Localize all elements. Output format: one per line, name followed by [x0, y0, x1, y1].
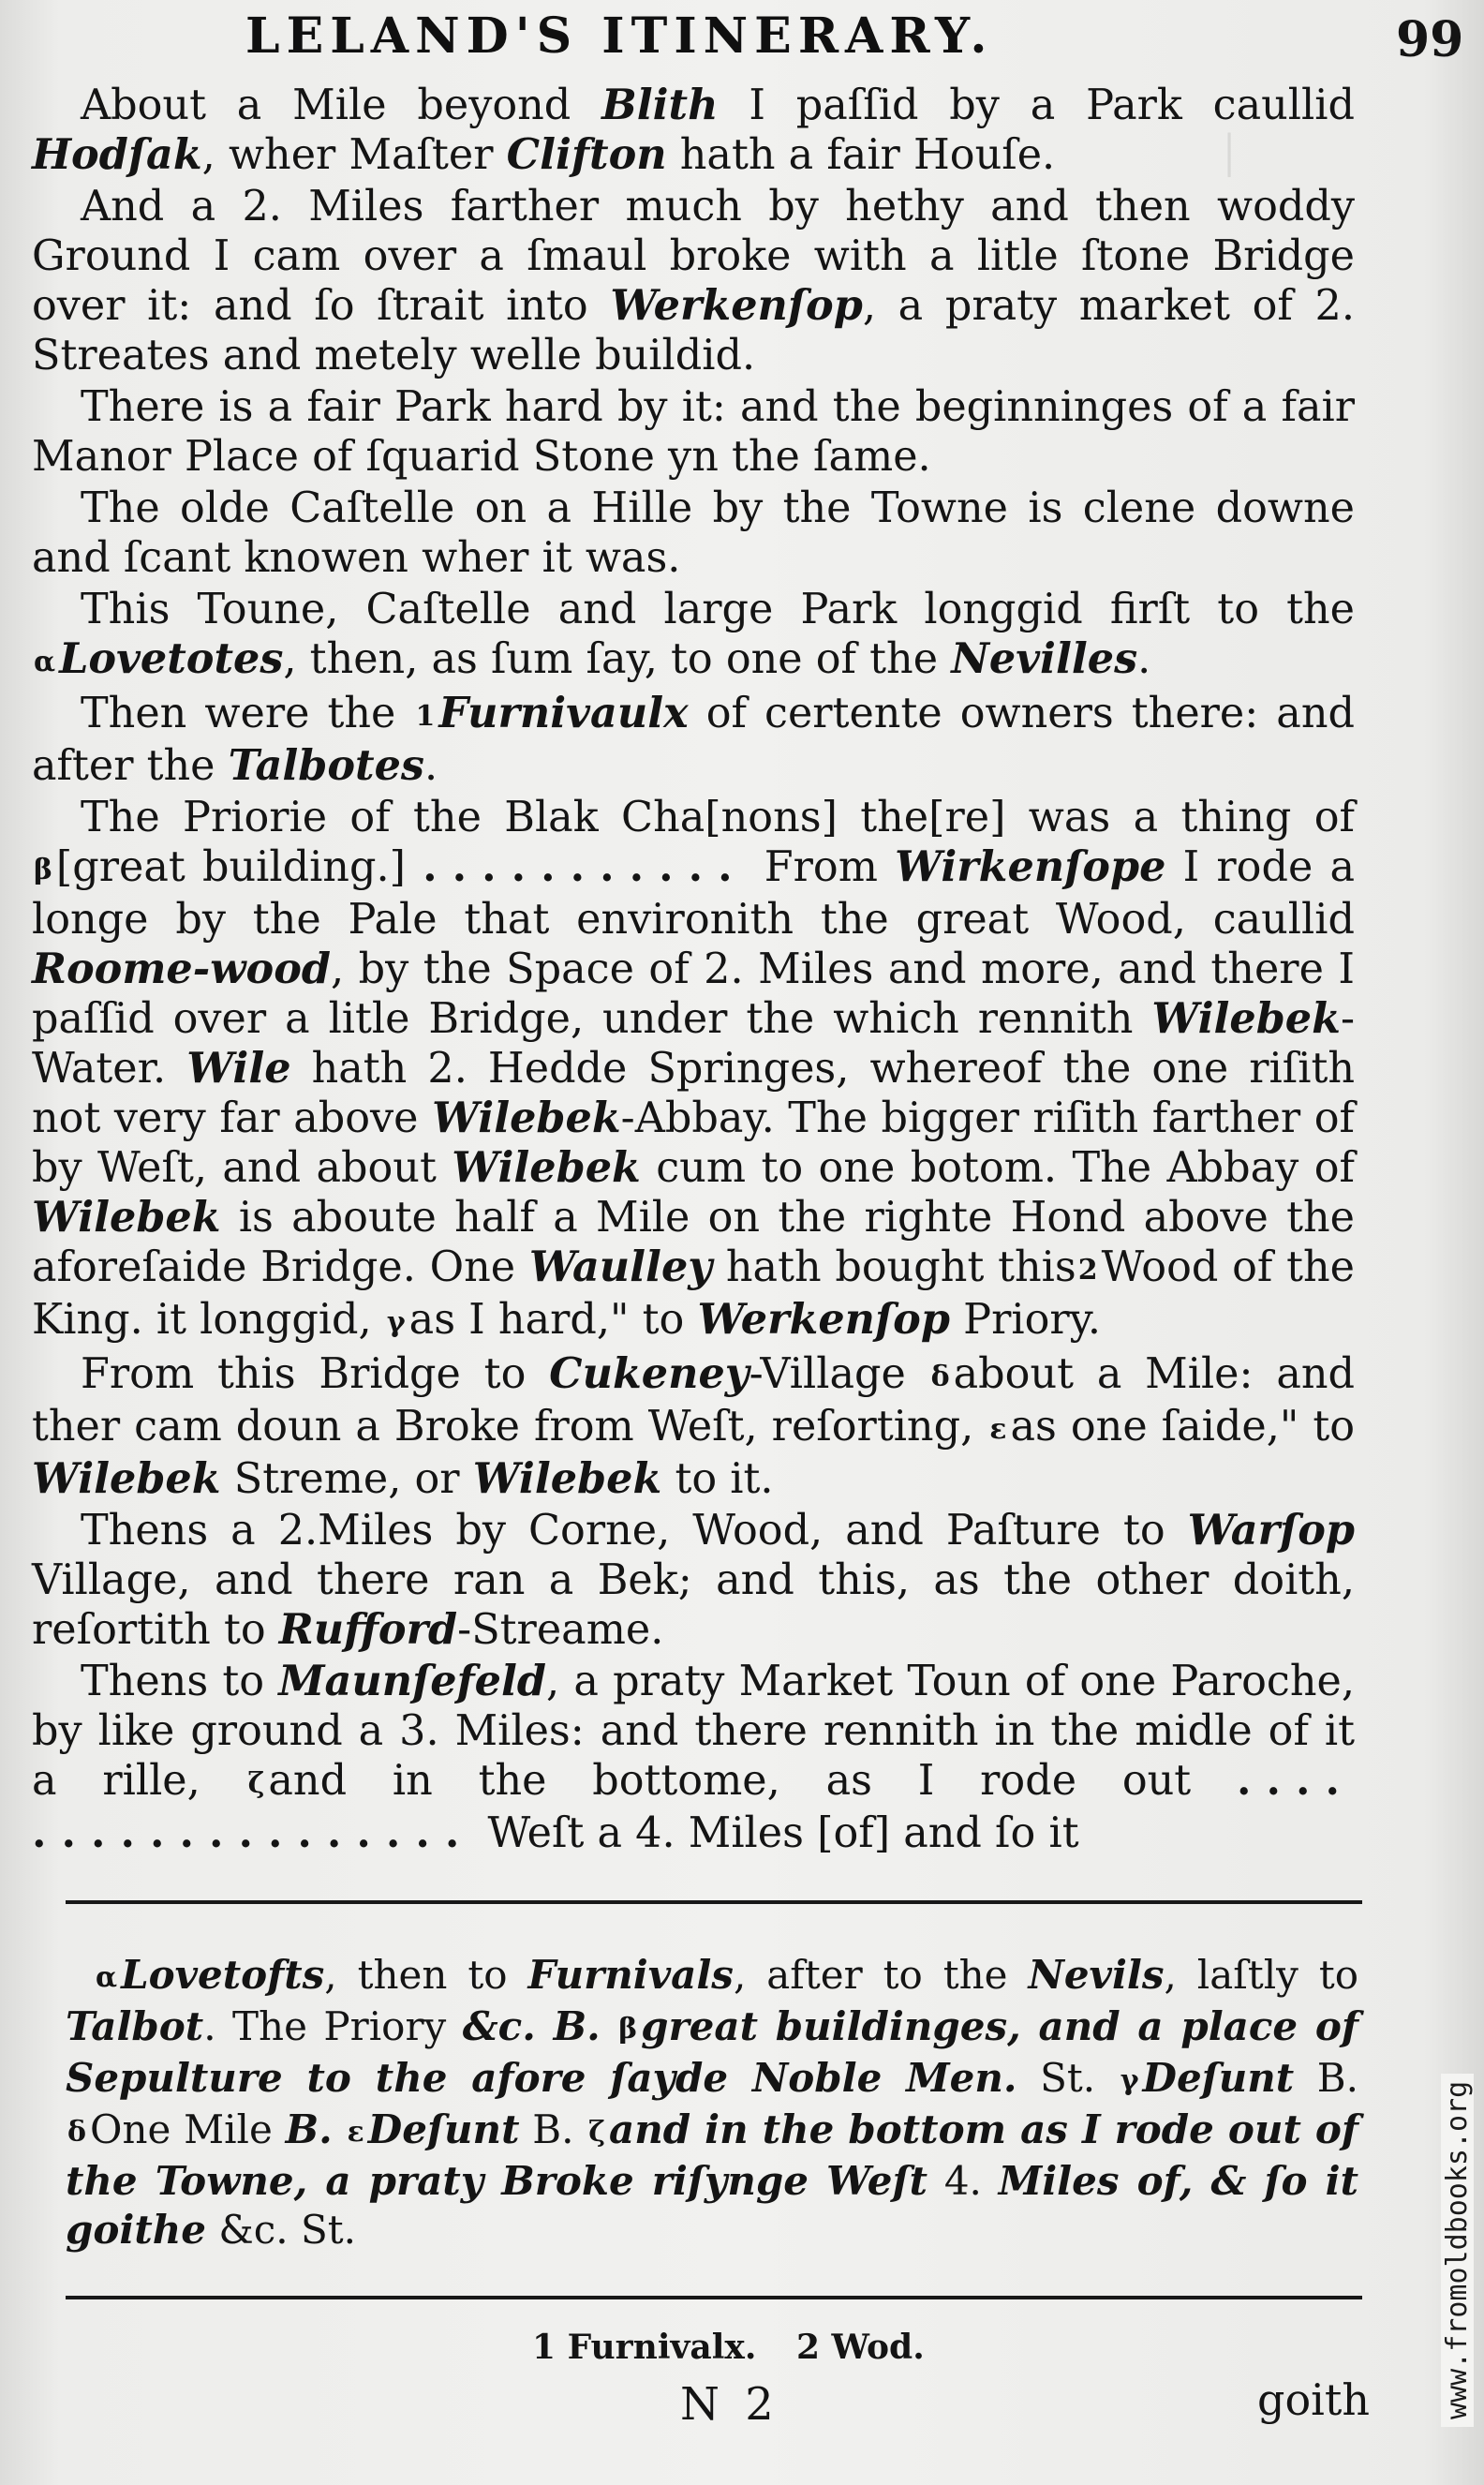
paragraph-10: Thens a 2.Miles by Corne, Wood, and Paſture to Warſop Village, and there ran a Bek; and this, as the other doith, reſortith to Rufford-Streame.	[32, 1506, 1355, 1654]
note-marker: 1	[415, 700, 436, 733]
signature-mark: N 2	[680, 2378, 779, 2431]
paragraph-6: Then were the 1Furnivaulx of certente owners there: and after the Talbotes.	[32, 689, 1355, 790]
lacuna-dots: ...........	[423, 842, 748, 891]
paragraph-5: This Toune, Caſtelle and large Park longgid firſt to the αLovetotes, then, as ſum ſay, to one of the Nevilles.	[34, 586, 1355, 683]
page-header	[0, 0, 1484, 75]
footnote-2: 2 Wod.	[795, 2328, 925, 2367]
watermark-link[interactable]: www.fromoldbooks.org	[1441, 2074, 1474, 2427]
main-text	[32, 81, 1355, 1860]
note-marker: ε	[989, 1413, 1007, 1446]
paragraph-11: Thens to Maunſefeld, a praty Market Toun of one Paroche, by like ground a 3. Miles: and there rennith in the midle of it a rille, ζand in the bottome, as I rode out .... ............... Weſt a 4. Miles [of] and ſo it	[32, 1657, 1355, 1857]
page-number: 99	[1396, 11, 1464, 68]
lacuna-dots: ...............	[32, 1808, 475, 1857]
paragraph-1: About a Mile beyond Blith I paſſid by a Park caullid Hodſak, wher Maſter Clifton hath a fair Houſe.	[32, 81, 1355, 179]
lacuna-dots: ....	[1237, 1756, 1355, 1805]
paragraph-3: There is a fair Park hard by it: and the beginninges of a fair Manor Place of ſquarid Stone yn the ſame.	[32, 383, 1355, 481]
notes-divider-top	[66, 1900, 1362, 1904]
variant-notes	[66, 1951, 1358, 2254]
note-marker: γ	[386, 1306, 406, 1339]
catchword: goith	[1257, 2374, 1370, 2425]
show-through-texture: │	[1218, 134, 1241, 177]
note-marker: β	[34, 854, 52, 886]
paragraph-7: The Priorie of the Blak Cha[nons] the[re] was a thing of β[great building.] ........... From Wirkenſope I rode a longe by the Pale that environith the great Wood, caullid Roome-wood, by the Space of 2. Miles and more, and there I paſſid over a litle Bridge, under the which rennith Wilebek-Water. Wile hath 2. Hedde Springes, whereof the one riſith not very far above Wilebek-Abbay. The bigger riſith farther of by Weſt, and about Wilebek cum to one botom. The Abbay of Wilebek is aboute half a Mile on the righte Hond above the aforeſaide Bridge. One Waulley hath bought this2Wood of the King. it longgid, γas I hard," to Werkenſop Priory.	[32, 794, 1356, 1344]
notes-paragraph: αLovetofts, then to Furnivals, after to the Nevils, laſtly to Talbot. The Priory &c. B. βgreat buildinges, and a place of Sepulture to the afore ſayde Noble Men. St. γDeſunt B. δOne Mile B. εDeſunt B. ζand in the bottom as I rode out of the Towne, a praty Broke riſynge Weſt 4. Miles of, & ſo it goithe &c. St.	[66, 1952, 1358, 2253]
note-marker: δ	[930, 1361, 950, 1393]
note-marker: ζ	[247, 1767, 265, 1800]
note-marker: α	[34, 646, 56, 678]
running-head: LELAND'S ITINERARY.	[245, 7, 994, 65]
footnote-1: 1 Furnivalx.	[532, 2328, 757, 2367]
paragraph-4: The olde Caſtelle on a Hille by the Towne is clene downe and ſcant knowen wher it was.	[32, 484, 1355, 582]
paragraph-2: And a 2. Miles farther much by hethy and then woddy Ground I cam over a ſmaul broke with a litle ſtone Bridge over it: and ſo ſtrait into Werkenſop, a praty market of 2. Streates and metely welle buildid.	[32, 183, 1355, 379]
notes-divider-bottom	[66, 2296, 1362, 2299]
footnotes	[532, 2328, 953, 2367]
note-marker: 2	[1077, 1254, 1098, 1287]
paragraph-9: From this Bridge to Cukeney-Village δabout a Mile: and ther cam doun a Broke from Weſt, reſorting, εas one ſaide," to Wilebek Streme, or Wilebek to it.	[32, 1349, 1356, 1503]
